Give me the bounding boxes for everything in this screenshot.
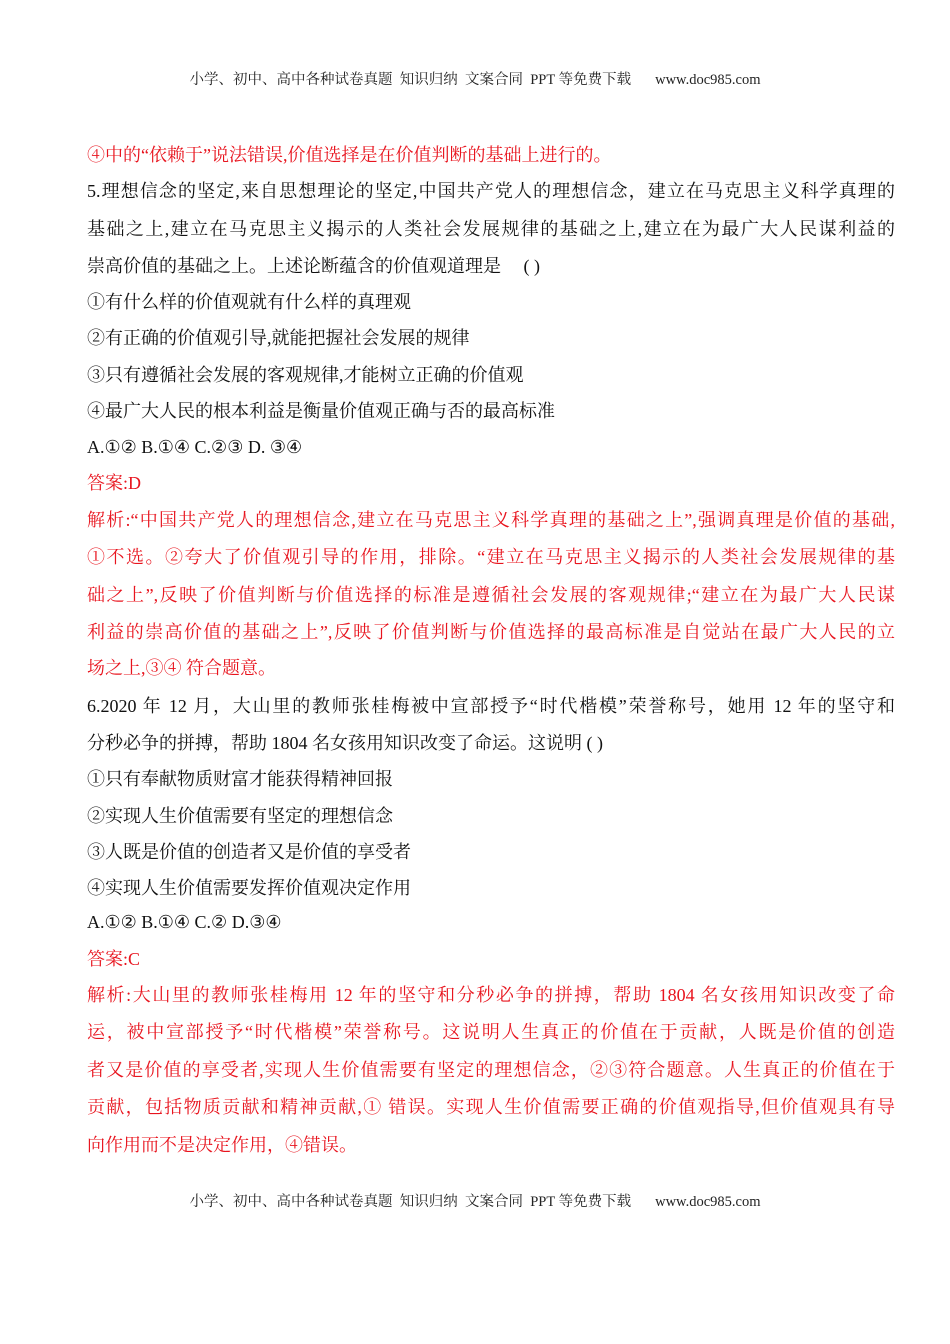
header-site: www.doc985.com xyxy=(655,72,761,88)
answer-line: 者又是价值的享受者,实现人生价值需要有坚定的理想信念，②③符合题意。人生真正的价值在于 xyxy=(87,1060,895,1080)
question-line: 6.2020 年 12 月，大山里的教师张桂梅被中宣部授予“时代楷模”荣誉称号，她用 12 年的坚守和 xyxy=(87,696,895,716)
question-line: 分秒必争的拼搏，帮助 1804 名女孩用知识改变了命运。这说明 ( ) xyxy=(87,733,603,753)
header-text: 小学、初中、高中各种试卷真题 知识归纳 文案合同 PPT 等免费下载 xyxy=(189,72,632,88)
question-line: 5.理想信念的坚定,来自思想理论的坚定,中国共产党人的理想信念，建立在马克思主义科学真理的 xyxy=(87,181,895,201)
answer-line: 答案:D xyxy=(87,473,141,493)
footer-site: www.doc985.com xyxy=(655,1194,761,1210)
question-line: ④最广大人民的根本利益是衡量价值观正确与否的最高标准 xyxy=(87,401,555,421)
page-header xyxy=(0,68,950,89)
question-line: ①只有奉献物质财富才能获得精神回报 xyxy=(87,769,393,789)
question-line: ③只有遵循社会发展的客观规律,才能树立正确的价值观 xyxy=(87,365,524,385)
question-line: ①有什么样的价值观就有什么样的真理观 xyxy=(87,292,411,312)
answer-line: 解析:大山里的教师张桂梅用 12 年的坚守和分秒必争的拼搏，帮助 1804 名女孩用知识改变了命 xyxy=(87,985,895,1005)
question-line: 基础之上,建立在马克思主义揭示的人类社会发展规律的基础之上,建立在为最广大人民谋利益的 xyxy=(87,219,895,239)
answer-line: 运，被中宣部授予“时代楷模”荣誉称号。这说明人生真正的价值在于贡献，人既是价值的创造 xyxy=(87,1022,895,1042)
page-footer xyxy=(0,1190,950,1211)
answer-line: 解析:“中国共产党人的理想信念,建立在马克思主义科学真理的基础之上”,强调真理是价值的基础, xyxy=(87,510,895,530)
answer-line: ①不选。②夸大了价值观引导的作用，排除。“建立在马克思主义揭示的人类社会发展规律的基 xyxy=(87,547,895,567)
question-line: A.①② B.①④ C.②③ D. ③④ xyxy=(87,437,303,457)
answer-line: 场之上,③④ 符合题意。 xyxy=(87,658,276,678)
answer-line: 答案:C xyxy=(87,949,141,969)
question-line: ②实现人生价值需要有坚定的理想信念 xyxy=(87,806,393,826)
question-line: ③人既是价值的创造者又是价值的享受者 xyxy=(87,842,411,862)
answer-line: 向作用而不是决定作用，④错误。 xyxy=(87,1135,357,1155)
question-line: ④实现人生价值需要发挥价值观决定作用 xyxy=(87,878,411,898)
question-line: 崇高价值的基础之上。上述论断蕴含的价值观道理是 ( ) xyxy=(87,256,540,276)
footer-text: 小学、初中、高中各种试卷真题 知识归纳 文案合同 PPT 等免费下载 xyxy=(189,1194,632,1210)
answer-line: 利益的崇高价值的基础之上”,反映了价值判断与价值选择的最高标准是自觉站在最广大人民的立 xyxy=(87,622,895,642)
answer-line: ④中的“依赖于”说法错误,价值选择是在价值判断的基础上进行的。 xyxy=(87,145,612,165)
answer-line: 础之上”,反映了价值判断与价值选择的标准是遵循社会发展的客观规律;“建立在为最广大人民谋 xyxy=(87,585,895,605)
question-line: ②有正确的价值观引导,就能把握社会发展的规律 xyxy=(87,328,470,348)
question-line: A.①② B.①④ C.② D.③④ xyxy=(87,912,282,932)
answer-line: 贡献，包括物质贡献和精神贡献,① 错误。实现人生价值需要正确的价值观指导,但价值观具有导 xyxy=(87,1097,895,1117)
